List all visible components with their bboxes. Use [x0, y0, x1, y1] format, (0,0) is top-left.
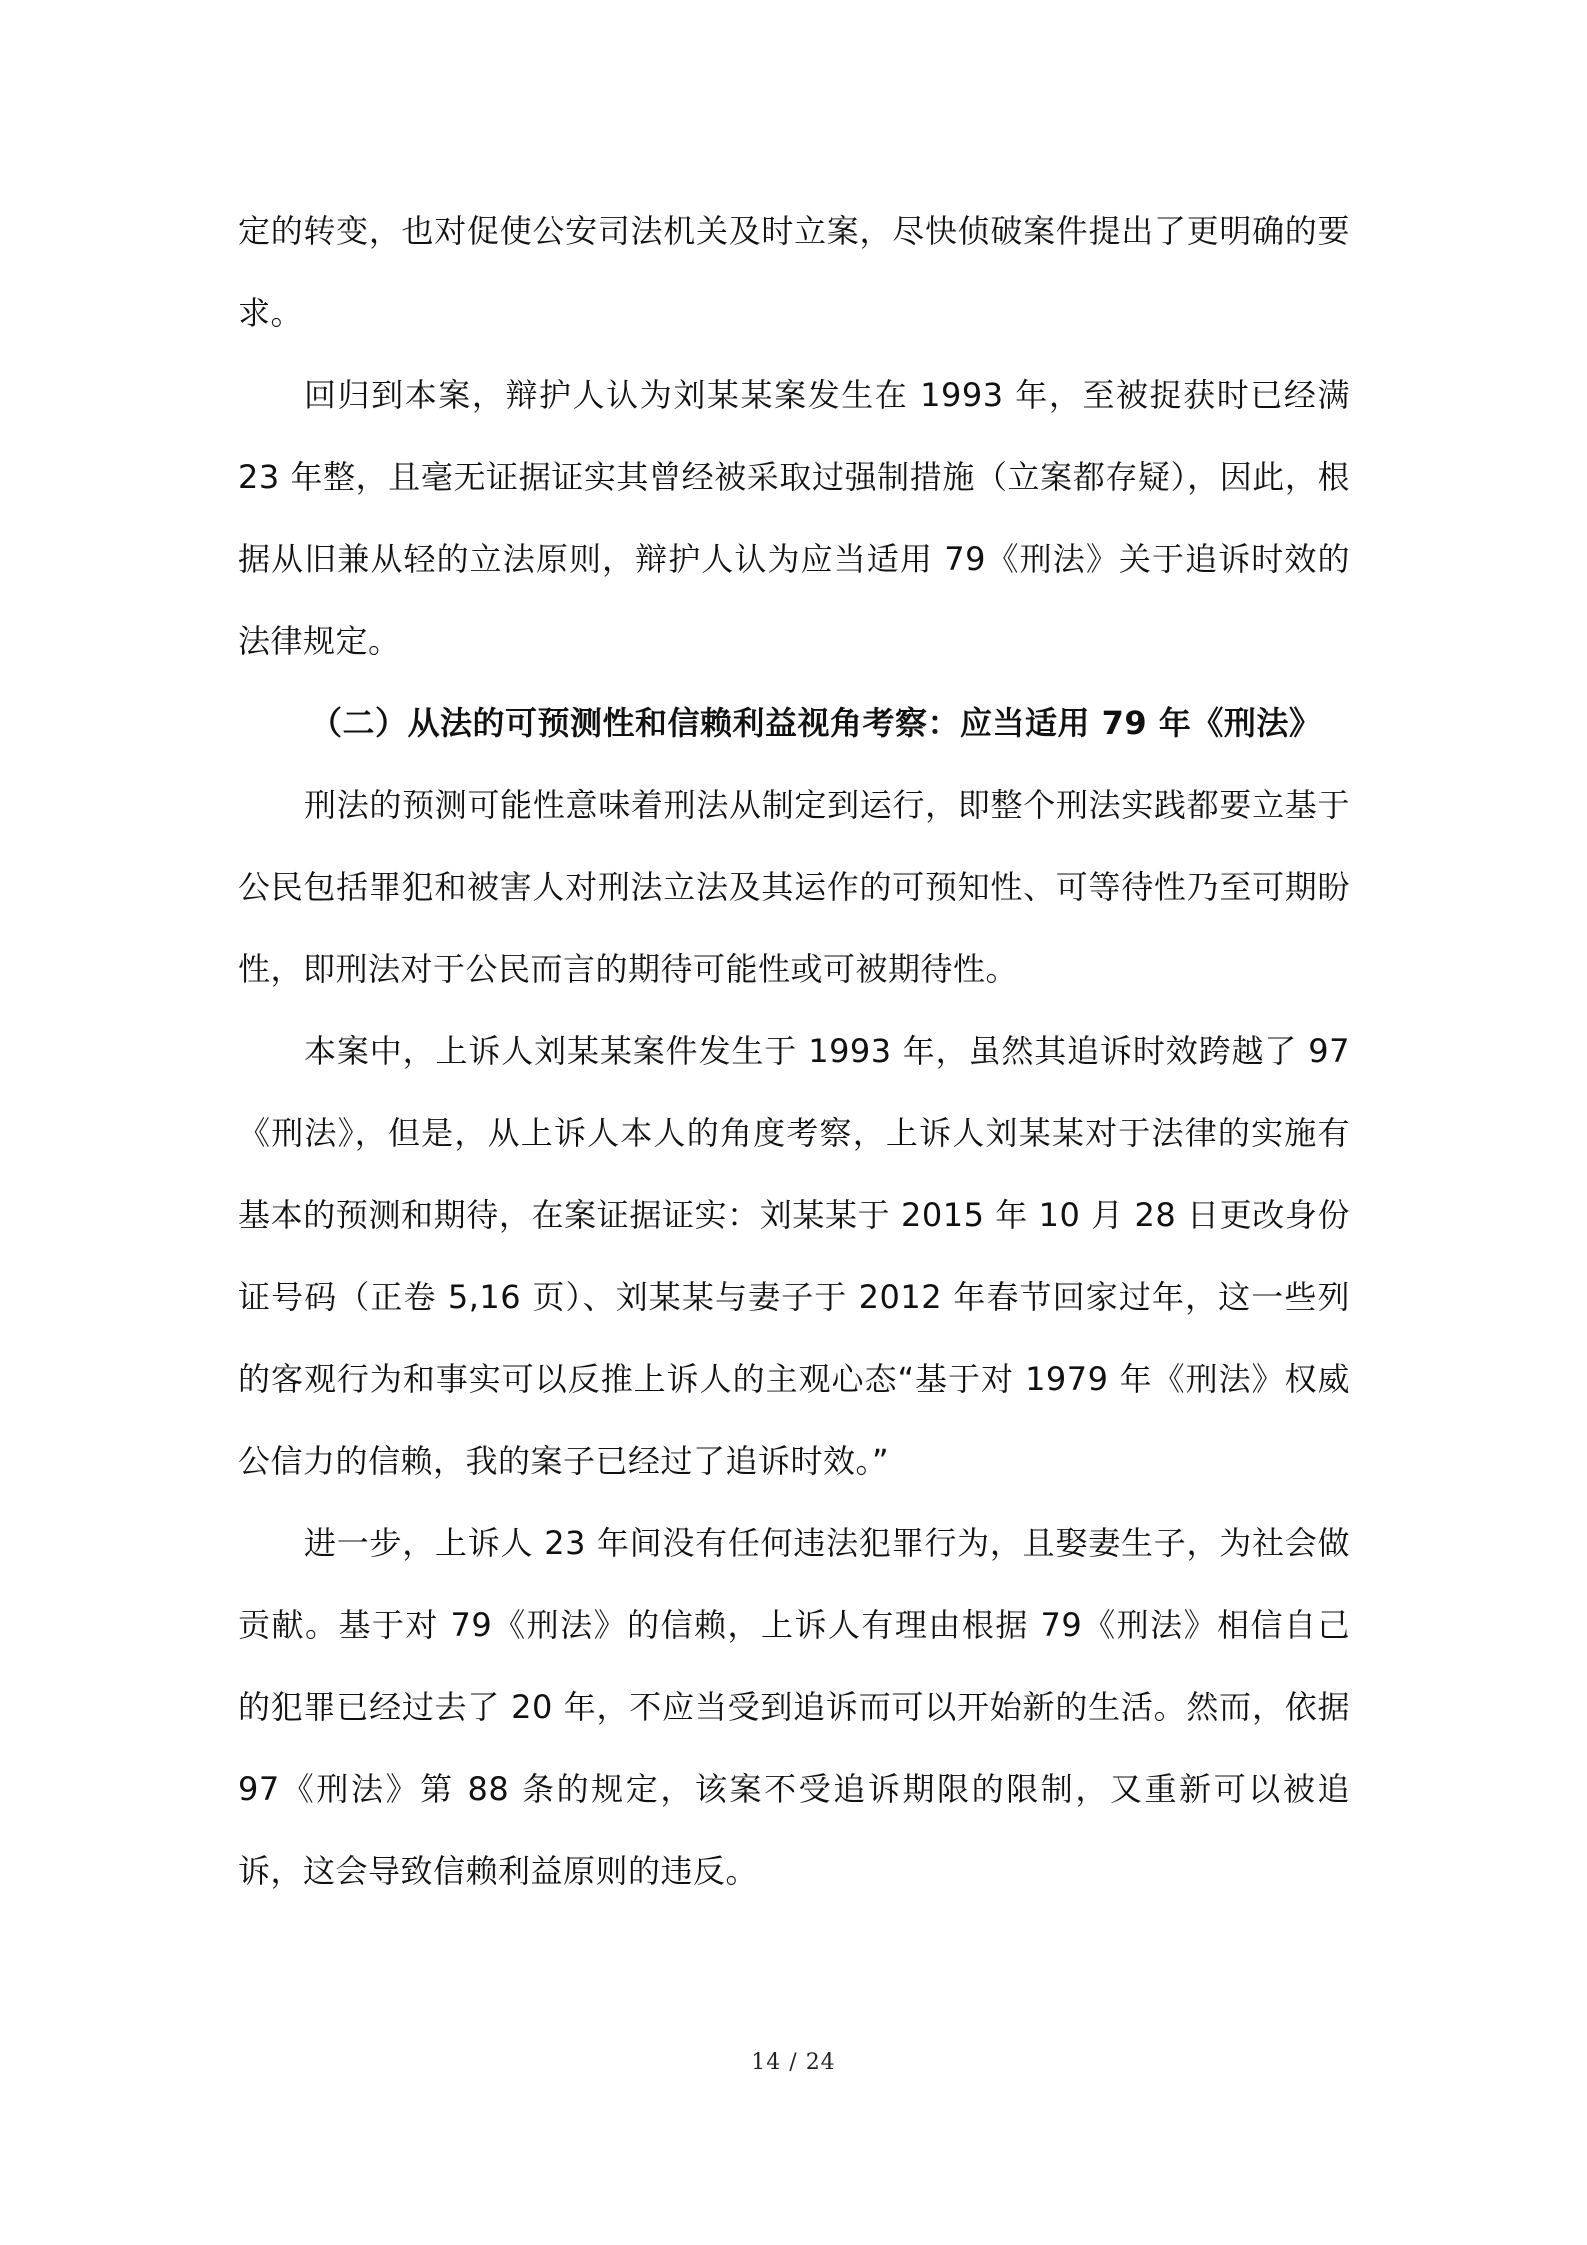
- paragraph-defense-opinion: 回归到本案，辩护人认为刘某某案发生在 1993 年，至被捉获时已经满 23 年整，且毫无证据证实其曾经被采取过强制措施（立案都存疑），因此，根据从旧兼从轻的立法原则，辩护人认为应当适用 79《刑法》关于追诉时效的法律规定。: [238, 376, 1350, 660]
- paragraph-case-facts: 本案中，上诉人刘某某案件发生于 1993 年，虽然其追诉时效跨越了 97《刑法》，但是，从上诉人本人的角度考察，上诉人刘某某对于法律的实施有基本的预测和期待，在案证据证实：刘某某于 2015 年 10 月 28 日更改身份证号码（正卷 5,16 页）、刘某某与妻子于 2012 年春节回家过年，这一些列的客观行为和事实可以反推上诉人的主观心态“基于对 1979 年《刑法》权威公信力的信赖，我的案子已经过了追诉时效。”: [238, 1032, 1350, 1480]
- document-body: [238, 190, 1350, 1912]
- section-heading: （二）从法的可预测性和信赖利益视角考察：应当适用 79 年《刑法》: [310, 704, 1322, 742]
- paragraph-continuation: 定的转变，也对促使公安司法机关及时立案，尽快侦破案件提出了更明确的要求。: [238, 212, 1350, 332]
- paragraph-reliance-interest: 进一步，上诉人 23 年间没有任何违法犯罪行为，且娶妻生子，为社会做贡献。基于对 79《刑法》的信赖，上诉人有理由根据 79《刑法》相信自己的犯罪已经过去了 20 年，不应当受到追诉而可以开始新的生活。然而，依据 97《刑法》第 88 条的规定，该案不受追诉期限的限制，又重新可以被追诉，这会导致信赖利益原则的违反。: [238, 1524, 1350, 1890]
- paragraph-predictability: 刑法的预测可能性意味着刑法从制定到运行，即整个刑法实践都要立基于公民包括罪犯和被害人对刑法立法及其运作的可预知性、可等待性乃至可期盼性，即刑法对于公民而言的期待可能性或可被期待性。: [238, 786, 1350, 988]
- page-number: 14 / 24: [751, 2050, 836, 2075]
